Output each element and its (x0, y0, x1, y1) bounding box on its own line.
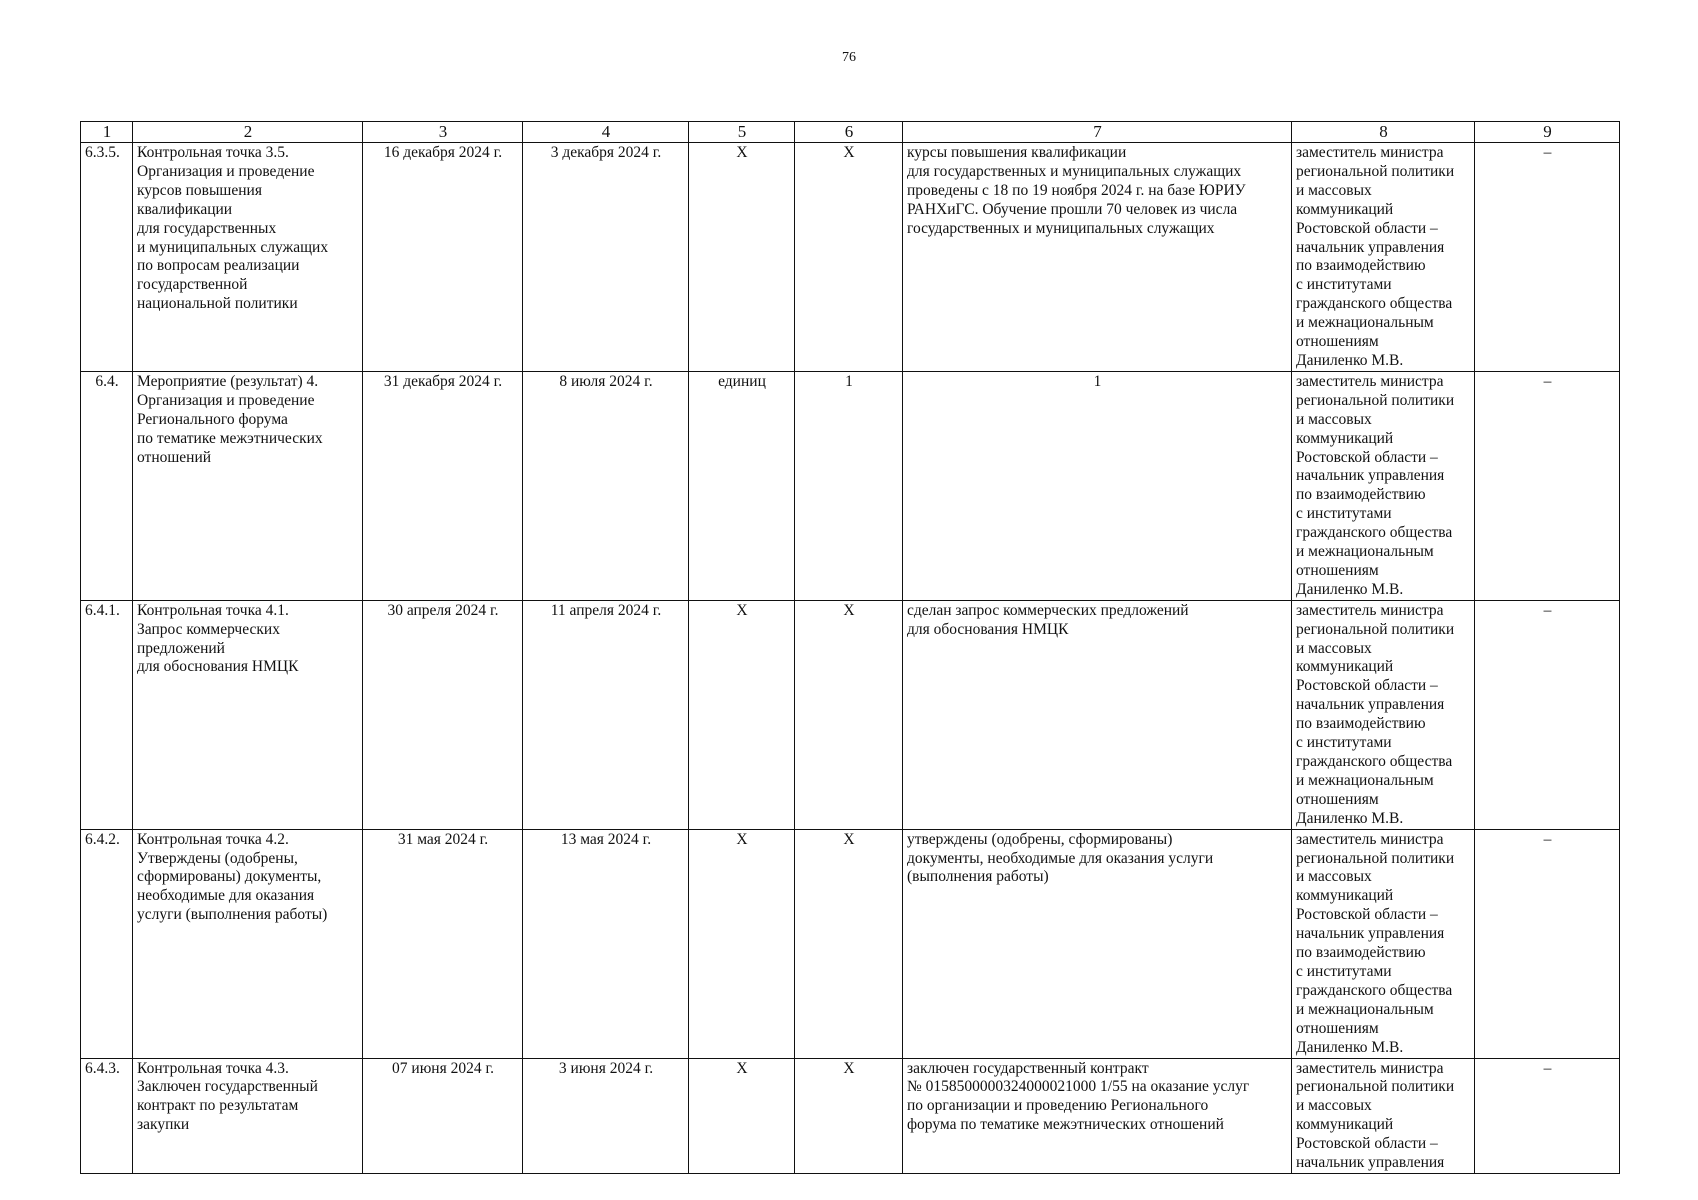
fact-date: 3 июня 2024 г. (523, 1058, 689, 1173)
plan-value: 1 (795, 371, 903, 600)
column-header: 8 (1292, 122, 1475, 143)
table-row (81, 600, 1620, 829)
note: – (1475, 143, 1620, 372)
row-number: 6.4.3. (81, 1058, 133, 1173)
table-row (81, 829, 1620, 1058)
result-text: курсы повышения квалификации для государственных и муниципальных служащих проведены с 18 по 19 ноября 2024 г. на базе ЮРИУ РАНХиГС. Обучение прошли 70 человек из числа государственных и муниципальных служащих (903, 143, 1292, 372)
fact-date: 3 декабря 2024 г. (523, 143, 689, 372)
responsible: заместитель министра региональной политики и массовых коммуникаций Ростовской области – начальник управления по взаимодействию с институтами гражданского общества и межнациональным отношениям Даниленко М.В. (1292, 600, 1475, 829)
plan-date: 31 декабря 2024 г. (363, 371, 523, 600)
row-number: 6.4.2. (81, 829, 133, 1058)
result-text: утверждены (одобрены, сформированы) документы, необходимые для оказания услуги (выполнения работы) (903, 829, 1292, 1058)
responsible: заместитель министра региональной политики и массовых коммуникаций Ростовской области – начальник управления по взаимодействию с институтами гражданского общества и межнациональным отношениям Даниленко М.В. (1292, 143, 1475, 372)
plan-value: X (795, 1058, 903, 1173)
column-header: 4 (523, 122, 689, 143)
unit: единиц (689, 371, 795, 600)
result-text: заключен государственный контракт № 0158500000324000021000 1/55 на оказание услуг по организации и проведению Регионального форума по тематике межэтнических отношений (903, 1058, 1292, 1173)
item-name: Контрольная точка 4.3. Заключен государственный контракт по результатам закупки (133, 1058, 363, 1173)
responsible: заместитель министра региональной политики и массовых коммуникаций Ростовской области – начальник управления по взаимодействию с институтами гражданского общества и межнациональным отношениям Даниленко М.В. (1292, 371, 1475, 600)
fact-date: 13 мая 2024 г. (523, 829, 689, 1058)
row-number: 6.4. (81, 371, 133, 600)
result-text: сделан запрос коммерческих предложений для обоснования НМЦК (903, 600, 1292, 829)
unit: X (689, 1058, 795, 1173)
plan-date: 16 декабря 2024 г. (363, 143, 523, 372)
responsible: заместитель министра региональной политики и массовых коммуникаций Ростовской области – начальник управления (1292, 1058, 1475, 1173)
header-row (81, 122, 1620, 143)
fact-date: 11 апреля 2024 г. (523, 600, 689, 829)
item-name: Контрольная точка 3.5. Организация и проведение курсов повышения квалификации для государственных и муниципальных служащих по вопросам реализации государственной национальной политики (133, 143, 363, 372)
row-number: 6.3.5. (81, 143, 133, 372)
table-row (81, 1058, 1620, 1173)
column-header: 7 (903, 122, 1292, 143)
table-row (81, 143, 1620, 372)
fact-date: 8 июля 2024 г. (523, 371, 689, 600)
item-name: Контрольная точка 4.1. Запрос коммерческих предложений для обоснования НМЦК (133, 600, 363, 829)
column-header: 3 (363, 122, 523, 143)
plan-date: 30 апреля 2024 г. (363, 600, 523, 829)
item-name: Контрольная точка 4.2. Утверждены (одобрены, сформированы) документы, необходимые для оказания услуги (выполнения работы) (133, 829, 363, 1058)
note: – (1475, 371, 1620, 600)
page-number: 76 (842, 50, 856, 65)
result-text: 1 (903, 371, 1292, 600)
column-header: 2 (133, 122, 363, 143)
plan-date: 31 мая 2024 г. (363, 829, 523, 1058)
row-number: 6.4.1. (81, 600, 133, 829)
unit: X (689, 143, 795, 372)
column-header: 9 (1475, 122, 1620, 143)
unit: X (689, 829, 795, 1058)
plan-value: X (795, 143, 903, 372)
plan-value: X (795, 829, 903, 1058)
note: – (1475, 600, 1620, 829)
column-header: 1 (81, 122, 133, 143)
item-name: Мероприятие (результат) 4. Организация и проведение Регионального форума по тематике межэтнических отношений (133, 371, 363, 600)
plan-value: X (795, 600, 903, 829)
plan-date: 07 июня 2024 г. (363, 1058, 523, 1173)
table-row (81, 371, 1620, 600)
unit: X (689, 600, 795, 829)
note: – (1475, 829, 1620, 1058)
column-header: 5 (689, 122, 795, 143)
responsible: заместитель министра региональной политики и массовых коммуникаций Ростовской области – начальник управления по взаимодействию с институтами гражданского общества и межнациональным отношениям Даниленко М.В. (1292, 829, 1475, 1058)
report-table (80, 121, 1620, 1174)
column-header: 6 (795, 122, 903, 143)
note: – (1475, 1058, 1620, 1173)
